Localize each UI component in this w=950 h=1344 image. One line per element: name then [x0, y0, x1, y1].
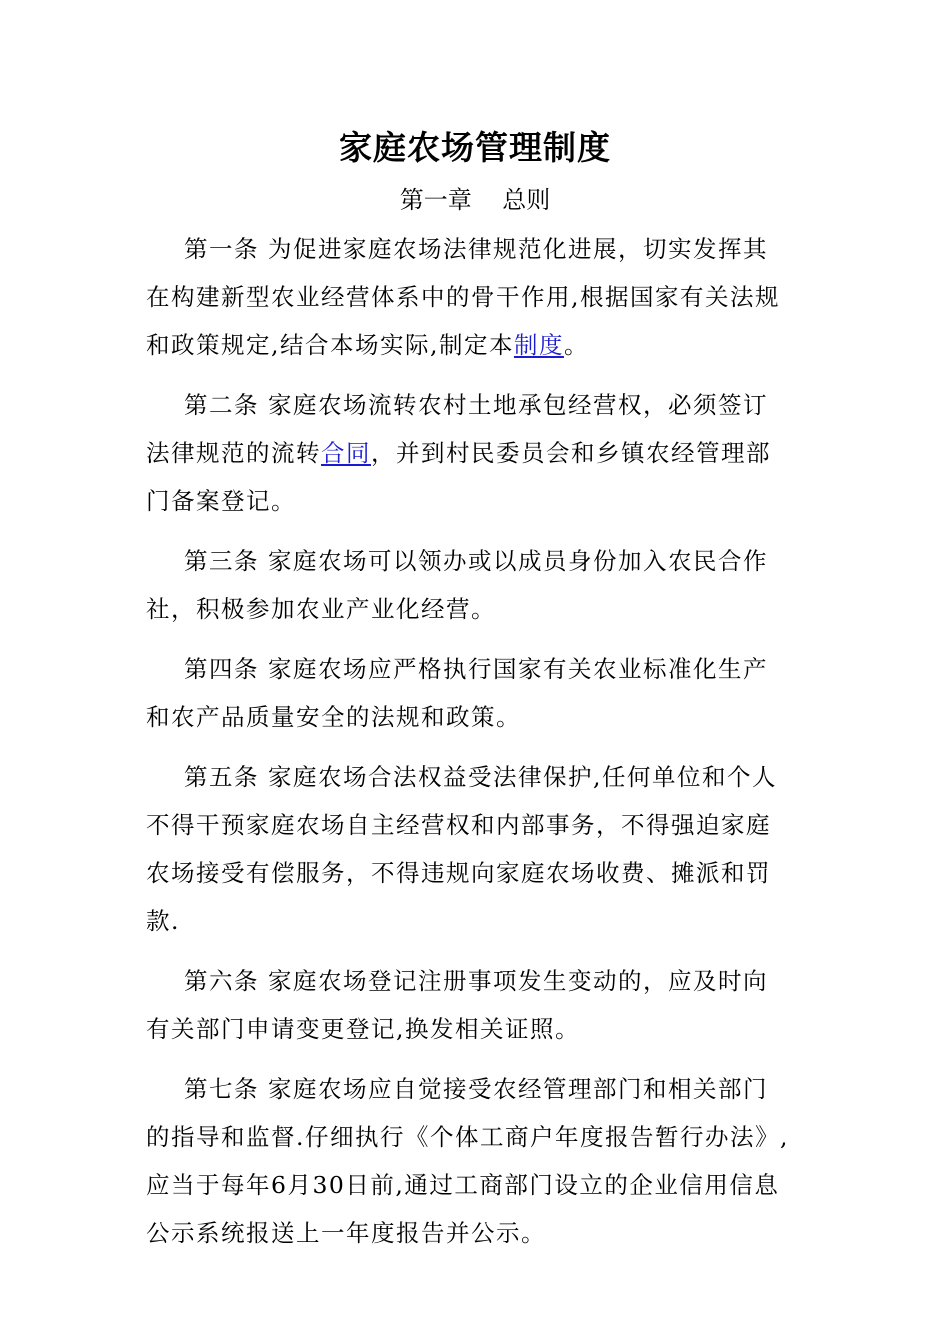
paragraph-line: 第七条 家庭农场应自觉接受农经管理部门和相关部门 — [184, 1075, 768, 1103]
article-5 — [146, 753, 811, 945]
line-text: 。 — [563, 331, 589, 359]
article-7 — [146, 1065, 811, 1257]
paragraph-line: 第五条 家庭农场合法权益受法律保护,任何单位和个人 — [184, 763, 777, 791]
article-3 — [146, 537, 811, 633]
document-body — [146, 225, 811, 1269]
paragraph-line: 款. — [146, 907, 180, 935]
paragraph-line: 公示系统报送上一年度报告并公示。 — [146, 1219, 546, 1247]
article-4 — [146, 645, 811, 741]
paragraph-line: 不得干预家庭农场自主经营权和内部事务，不得强迫家庭 — [146, 811, 771, 839]
line-text: ，并到村民委员会和乡镇农经管理部 — [371, 439, 771, 467]
article-2 — [146, 381, 811, 525]
paragraph-line: 第六条 家庭农场登记注册事项发生变动的，应及时向 — [184, 967, 768, 995]
paragraph-line: 社，积极参加农业产业化经营。 — [146, 595, 496, 623]
paragraph-line: 和农产品质量安全的法规和政策。 — [146, 703, 521, 731]
contract-link[interactable]: 合同 — [321, 439, 371, 467]
article-6 — [146, 957, 811, 1053]
paragraph-line: 门备案登记。 — [146, 487, 296, 515]
document-title: 家庭农场管理制度 — [339, 128, 611, 167]
paragraph-line: 第四条 家庭农场应严格执行国家有关农业标准化生产 — [184, 655, 768, 683]
paragraph-line: 农场接受有偿服务，不得违规向家庭农场收费、摊派和罚 — [146, 859, 771, 887]
chapter-heading: 第一章 总则 — [399, 186, 551, 214]
paragraph-line: 应当于每年6月30日前,通过工商部门设立的企业信用信息 — [146, 1171, 780, 1199]
paragraph-line — [146, 321, 811, 369]
line-text: 和政策规定,结合本场实际,制定本 — [146, 331, 514, 359]
paragraph-line — [146, 429, 811, 477]
paragraph-line: 第二条 家庭农场流转农村土地承包经营权，必须签订 — [184, 391, 768, 419]
paragraph-line: 的指导和监督.仔细执行《个体工商户年度报告暂行办法》, — [146, 1123, 789, 1151]
paragraph-line: 第一条 为促进家庭农场法律规范化进展，切实发挥其 — [184, 235, 768, 263]
line-text: 法律规范的流转 — [146, 439, 321, 467]
regulation-link[interactable]: 制度 — [513, 331, 564, 359]
article-1 — [146, 225, 811, 369]
paragraph-line: 第三条 家庭农场可以领办或以成员身份加入农民合作 — [184, 547, 768, 575]
paragraph-line: 有关部门申请变更登记,换发相关证照。 — [146, 1015, 580, 1043]
paragraph-line: 在构建新型农业经营体系中的骨干作用,根据国家有关法规 — [146, 283, 780, 311]
